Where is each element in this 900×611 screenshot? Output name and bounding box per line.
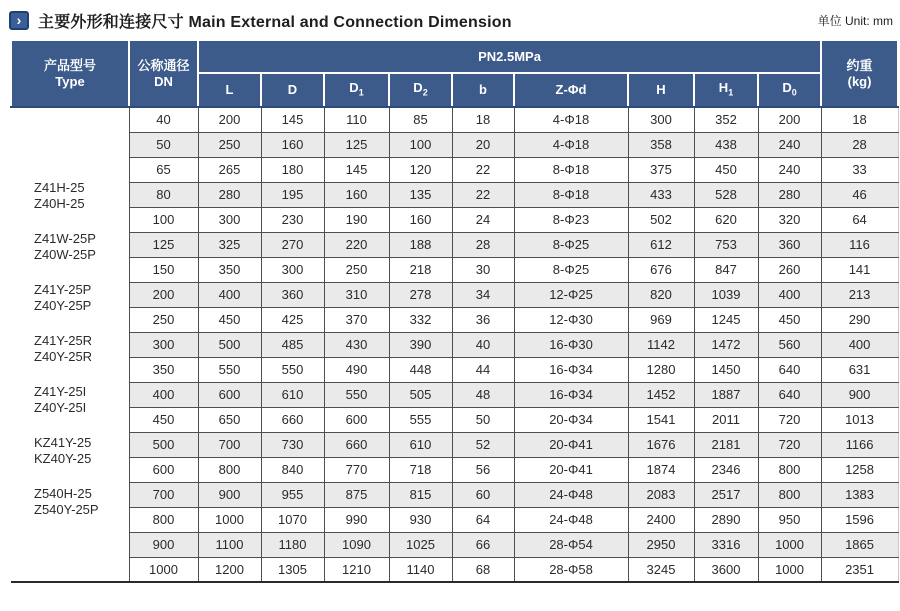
- type-entry: KZ41Y-25 KZ40Y-25: [34, 435, 92, 466]
- dimension-cell: 800: [198, 457, 261, 482]
- dimension-cell: 12-Φ25: [514, 282, 628, 307]
- page-title-zh: 主要外形和连接尺寸: [38, 14, 184, 31]
- weight-cell: 33: [821, 157, 898, 182]
- dimension-cell: 450: [694, 157, 758, 182]
- dn-cell: 80: [129, 182, 198, 207]
- dimension-cell: 448: [389, 357, 452, 382]
- dn-cell: 65: [129, 157, 198, 182]
- dimension-cell: 190: [324, 207, 389, 232]
- dimension-cell: 22: [452, 157, 514, 182]
- type-list: [11, 108, 129, 518]
- dimension-cell: 220: [324, 232, 389, 257]
- type-entry: Z41Y-25I Z40Y-25I: [34, 384, 87, 415]
- dimension-cell: 200: [758, 107, 821, 132]
- dimension-cell: 24-Φ48: [514, 482, 628, 507]
- dimension-cell: 240: [758, 132, 821, 157]
- dimension-cell: 2890: [694, 507, 758, 532]
- dimension-column-header: $D_0$: [758, 73, 821, 107]
- page-title: [38, 9, 512, 32]
- dimension-cell: 325: [198, 232, 261, 257]
- dimension-cell: 16-Φ34: [514, 382, 628, 407]
- dimension-column-header: $D_1$: [324, 73, 389, 107]
- dimension-cell: 600: [198, 382, 261, 407]
- weight-cell: 141: [821, 257, 898, 282]
- dimension-cell: 28: [452, 232, 514, 257]
- table-row: [11, 407, 898, 432]
- dimension-cell: 612: [628, 232, 694, 257]
- dimension-cell: 52: [452, 432, 514, 457]
- dimension-cell: 1450: [694, 357, 758, 382]
- dimension-column-header: $D_2$: [389, 73, 452, 107]
- weight-cell: 631: [821, 357, 898, 382]
- weight-cell: 116: [821, 232, 898, 257]
- dimension-cell: 720: [758, 407, 821, 432]
- weight-cell: 290: [821, 307, 898, 332]
- table-row: [11, 457, 898, 482]
- dimension-cell: 8-Φ18: [514, 182, 628, 207]
- dimension-cell: 260: [758, 257, 821, 282]
- dimension-cell: 660: [324, 432, 389, 457]
- dimension-cell: 16-Φ30: [514, 332, 628, 357]
- dimension-cell: 400: [758, 282, 821, 307]
- dimension-cell: 1472: [694, 332, 758, 357]
- weight-cell: 1258: [821, 457, 898, 482]
- dimension-cell: 700: [198, 432, 261, 457]
- dimension-column-header: D: [261, 73, 324, 107]
- table-row: [11, 382, 898, 407]
- dimension-cell: 430: [324, 332, 389, 357]
- dimension-cell: 1305: [261, 557, 324, 582]
- weight-cell: 1865: [821, 532, 898, 557]
- dimension-cell: 250: [198, 132, 261, 157]
- dimension-cell: 1541: [628, 407, 694, 432]
- dimension-cell: 840: [261, 457, 324, 482]
- dimension-cell: 28-Φ58: [514, 557, 628, 582]
- dimension-cell: 815: [389, 482, 452, 507]
- dimension-cell: 360: [261, 282, 324, 307]
- dimension-cell: 1280: [628, 357, 694, 382]
- dimension-cell: 1887: [694, 382, 758, 407]
- dimension-cell: 620: [694, 207, 758, 232]
- table-row: [11, 157, 898, 182]
- table-row: [11, 232, 898, 257]
- dimension-cell: 1090: [324, 532, 389, 557]
- dimension-cell: 875: [324, 482, 389, 507]
- dimension-cell: 560: [758, 332, 821, 357]
- dimension-cell: 438: [694, 132, 758, 157]
- title-bar: [0, 0, 900, 39]
- dimension-cell: 502: [628, 207, 694, 232]
- dimension-cell: 320: [758, 207, 821, 232]
- dimension-cell: 12-Φ30: [514, 307, 628, 332]
- dimension-cell: 360: [758, 232, 821, 257]
- dimension-cell: 433: [628, 182, 694, 207]
- table-header: [11, 40, 898, 107]
- dimension-cell: 2950: [628, 532, 694, 557]
- dn-cell: 700: [129, 482, 198, 507]
- dimension-cell: 230: [261, 207, 324, 232]
- dimension-cell: 68: [452, 557, 514, 582]
- dimension-cell: 1210: [324, 557, 389, 582]
- dimension-cell: 2011: [694, 407, 758, 432]
- table-row: [11, 282, 898, 307]
- type-entry: Z540H-25 Z540Y-25P: [34, 486, 99, 517]
- dimension-cell: 4-Φ18: [514, 107, 628, 132]
- dimension-cell: 188: [389, 232, 452, 257]
- dimension-cell: 8-Φ25: [514, 257, 628, 282]
- dimension-cell: 20-Φ34: [514, 407, 628, 432]
- dimension-cell: 720: [758, 432, 821, 457]
- dimension-cell: 358: [628, 132, 694, 157]
- dimension-cell: 950: [758, 507, 821, 532]
- page-title-en: Main External and Connection Dimension: [188, 14, 512, 31]
- dimension-cell: 500: [198, 332, 261, 357]
- dimension-cell: 425: [261, 307, 324, 332]
- dimension-cell: 1676: [628, 432, 694, 457]
- dimension-cell: 44: [452, 357, 514, 382]
- dimension-cell: 34: [452, 282, 514, 307]
- dimension-cell: 8-Φ18: [514, 157, 628, 182]
- dimension-cell: 160: [389, 207, 452, 232]
- dimension-cell: 110: [324, 107, 389, 132]
- dimension-cell: 753: [694, 232, 758, 257]
- dimension-column-header: b: [452, 73, 514, 107]
- dimension-cell: 730: [261, 432, 324, 457]
- dimension-cell: 718: [389, 457, 452, 482]
- dimension-cell: 160: [261, 132, 324, 157]
- table-row: [11, 132, 898, 157]
- dimension-cell: 450: [198, 307, 261, 332]
- dn-cell: 250: [129, 307, 198, 332]
- dimension-cell: 66: [452, 532, 514, 557]
- dimension-cell: 310: [324, 282, 389, 307]
- type-entry: Z41Y-25P Z40Y-25P: [34, 282, 92, 313]
- dimension-cell: 280: [758, 182, 821, 207]
- weight-cell: 46: [821, 182, 898, 207]
- dimension-cell: 450: [758, 307, 821, 332]
- dimension-cell: 1070: [261, 507, 324, 532]
- dimension-cell: 24: [452, 207, 514, 232]
- dimension-cell: 610: [261, 382, 324, 407]
- dimension-cell: 2083: [628, 482, 694, 507]
- weight-cell: 1383: [821, 482, 898, 507]
- dimension-cell: 85: [389, 107, 452, 132]
- dimension-cell: 555: [389, 407, 452, 432]
- dimension-cell: 125: [324, 132, 389, 157]
- dimension-column-header: L: [198, 73, 261, 107]
- chevron-right-icon: ›: [9, 11, 29, 30]
- dimension-cell: 1039: [694, 282, 758, 307]
- table-row: [11, 432, 898, 457]
- dimension-cell: 56: [452, 457, 514, 482]
- table-row: [11, 507, 898, 532]
- dimension-cell: 847: [694, 257, 758, 282]
- table-row: [11, 307, 898, 332]
- dn-cell: 900: [129, 532, 198, 557]
- dimension-cell: 3316: [694, 532, 758, 557]
- weight-cell: 1166: [821, 432, 898, 457]
- dimension-cell: 30: [452, 257, 514, 282]
- dimension-cell: 650: [198, 407, 261, 432]
- dimension-cell: 900: [198, 482, 261, 507]
- dimension-cell: 1142: [628, 332, 694, 357]
- type-cell: [11, 107, 129, 582]
- weight-cell: 1013: [821, 407, 898, 432]
- dimension-cell: 820: [628, 282, 694, 307]
- dimension-cell: 265: [198, 157, 261, 182]
- dimension-column-header: $H_1$: [694, 73, 758, 107]
- dimension-cell: 50: [452, 407, 514, 432]
- dimension-cell: 24-Φ48: [514, 507, 628, 532]
- dimension-cell: 1000: [758, 532, 821, 557]
- dn-cell: 600: [129, 457, 198, 482]
- dimension-cell: 550: [198, 357, 261, 382]
- dimension-cell: 2346: [694, 457, 758, 482]
- dimension-cell: 18: [452, 107, 514, 132]
- dimension-cell: 240: [758, 157, 821, 182]
- dn-cell: 1000: [129, 557, 198, 582]
- dimension-cell: 2400: [628, 507, 694, 532]
- dimension-cell: 1452: [628, 382, 694, 407]
- dn-cell: 40: [129, 107, 198, 132]
- dimension-cell: 300: [261, 257, 324, 282]
- dimension-cell: 400: [198, 282, 261, 307]
- dn-cell: 500: [129, 432, 198, 457]
- table-row: [11, 532, 898, 557]
- dimension-cell: 145: [261, 107, 324, 132]
- dimension-cell: 4-Φ18: [514, 132, 628, 157]
- table-row: [11, 257, 898, 282]
- dimension-cell: 60: [452, 482, 514, 507]
- dimension-cell: 375: [628, 157, 694, 182]
- dimension-cell: 490: [324, 357, 389, 382]
- weight-cell: 28: [821, 132, 898, 157]
- dimension-cell: 145: [324, 157, 389, 182]
- dimension-cell: 332: [389, 307, 452, 332]
- dimension-cell: 180: [261, 157, 324, 182]
- dimension-cell: 350: [198, 257, 261, 282]
- dimension-cell: 3600: [694, 557, 758, 582]
- dimension-cell: 640: [758, 382, 821, 407]
- dimension-cell: 640: [758, 357, 821, 382]
- dimension-cell: 955: [261, 482, 324, 507]
- dimension-cell: 16-Φ34: [514, 357, 628, 382]
- weight-cell: 2351: [821, 557, 898, 582]
- weight-cell: 213: [821, 282, 898, 307]
- dimension-cell: 1200: [198, 557, 261, 582]
- dimension-cell: 1140: [389, 557, 452, 582]
- unit-label: 单位 Unit: mm: [817, 14, 893, 28]
- dimension-cell: 2517: [694, 482, 758, 507]
- dimension-cell: 390: [389, 332, 452, 357]
- dimension-cell: 770: [324, 457, 389, 482]
- dimension-cell: 352: [694, 107, 758, 132]
- table-row: [11, 357, 898, 382]
- dimension-cell: 100: [389, 132, 452, 157]
- dimension-cell: 1000: [198, 507, 261, 532]
- dimension-cell: 1245: [694, 307, 758, 332]
- dimension-cell: 195: [261, 182, 324, 207]
- weight-cell: 64: [821, 207, 898, 232]
- dimension-cell: 8-Φ23: [514, 207, 628, 232]
- dn-cell: 400: [129, 382, 198, 407]
- dimension-cell: 969: [628, 307, 694, 332]
- dimension-cell: 528: [694, 182, 758, 207]
- dimension-cell: 200: [198, 107, 261, 132]
- dimension-cell: 8-Φ25: [514, 232, 628, 257]
- type-entry: Z41Y-25R Z40Y-25R: [34, 333, 93, 364]
- dn-cell: 150: [129, 257, 198, 282]
- pressure-group-header: PN2.5MPa: [198, 40, 821, 73]
- dimension-cell: 800: [758, 457, 821, 482]
- dimension-table: [10, 39, 899, 583]
- dimension-cell: 1874: [628, 457, 694, 482]
- dimension-cell: 40: [452, 332, 514, 357]
- dimension-cell: 1000: [758, 557, 821, 582]
- dimension-column-header: H: [628, 73, 694, 107]
- dn-cell: 300: [129, 332, 198, 357]
- weight-cell: 900: [821, 382, 898, 407]
- dimension-cell: 676: [628, 257, 694, 282]
- dimension-cell: 48: [452, 382, 514, 407]
- dn-cell: 200: [129, 282, 198, 307]
- dimension-cell: 800: [758, 482, 821, 507]
- dimension-cell: 28-Φ54: [514, 532, 628, 557]
- dimension-cell: 160: [324, 182, 389, 207]
- weight-cell: 18: [821, 107, 898, 132]
- dimension-cell: 1025: [389, 532, 452, 557]
- weight-cell: 400: [821, 332, 898, 357]
- dn-cell: 450: [129, 407, 198, 432]
- dimension-cell: 20: [452, 132, 514, 157]
- dimension-cell: 505: [389, 382, 452, 407]
- table-row: [11, 557, 898, 582]
- dimension-cell: 36: [452, 307, 514, 332]
- dimension-cell: 300: [198, 207, 261, 232]
- dimension-cell: 485: [261, 332, 324, 357]
- type-entry: Z41H-25 Z40H-25: [34, 180, 85, 211]
- dimension-cell: 1100: [198, 532, 261, 557]
- dimension-cell: 550: [324, 382, 389, 407]
- dimension-column-header: Z-Φd: [514, 73, 628, 107]
- table-row: [11, 107, 898, 132]
- dimension-cell: 3245: [628, 557, 694, 582]
- dimension-cell: 22: [452, 182, 514, 207]
- dimension-cell: 280: [198, 182, 261, 207]
- dimension-cell: 610: [389, 432, 452, 457]
- dimension-cell: 1180: [261, 532, 324, 557]
- dimension-cell: 300: [628, 107, 694, 132]
- table-row: [11, 482, 898, 507]
- dimension-cell: 20-Φ41: [514, 457, 628, 482]
- dimension-cell: 370: [324, 307, 389, 332]
- dimension-cell: 2181: [694, 432, 758, 457]
- table-row: [11, 182, 898, 207]
- dn-cell: 125: [129, 232, 198, 257]
- dimension-cell: 550: [261, 357, 324, 382]
- dn-cell: 350: [129, 357, 198, 382]
- dimension-cell: 64: [452, 507, 514, 532]
- dimension-cell: 990: [324, 507, 389, 532]
- weight-column-header: 约重 (kg): [821, 40, 898, 107]
- weight-cell: 1596: [821, 507, 898, 532]
- type-entry: Z41W-25P Z40W-25P: [34, 231, 96, 262]
- dn-column-header: 公称通径 DN: [129, 40, 198, 107]
- table-row: [11, 332, 898, 357]
- dimension-cell: 660: [261, 407, 324, 432]
- table-row: [11, 207, 898, 232]
- dimension-cell: 135: [389, 182, 452, 207]
- dimension-cell: 930: [389, 507, 452, 532]
- dimension-cell: 120: [389, 157, 452, 182]
- dn-cell: 100: [129, 207, 198, 232]
- type-column-header: 产品型号 Type: [11, 40, 129, 107]
- header-row-1: [11, 40, 898, 73]
- table-body: [11, 107, 898, 582]
- dn-cell: 50: [129, 132, 198, 157]
- dimension-cell: 250: [324, 257, 389, 282]
- dimension-cell: 20-Φ41: [514, 432, 628, 457]
- dimension-cell: 600: [324, 407, 389, 432]
- dimension-cell: 270: [261, 232, 324, 257]
- dimension-cell: 278: [389, 282, 452, 307]
- dimension-cell: 218: [389, 257, 452, 282]
- dn-cell: 800: [129, 507, 198, 532]
